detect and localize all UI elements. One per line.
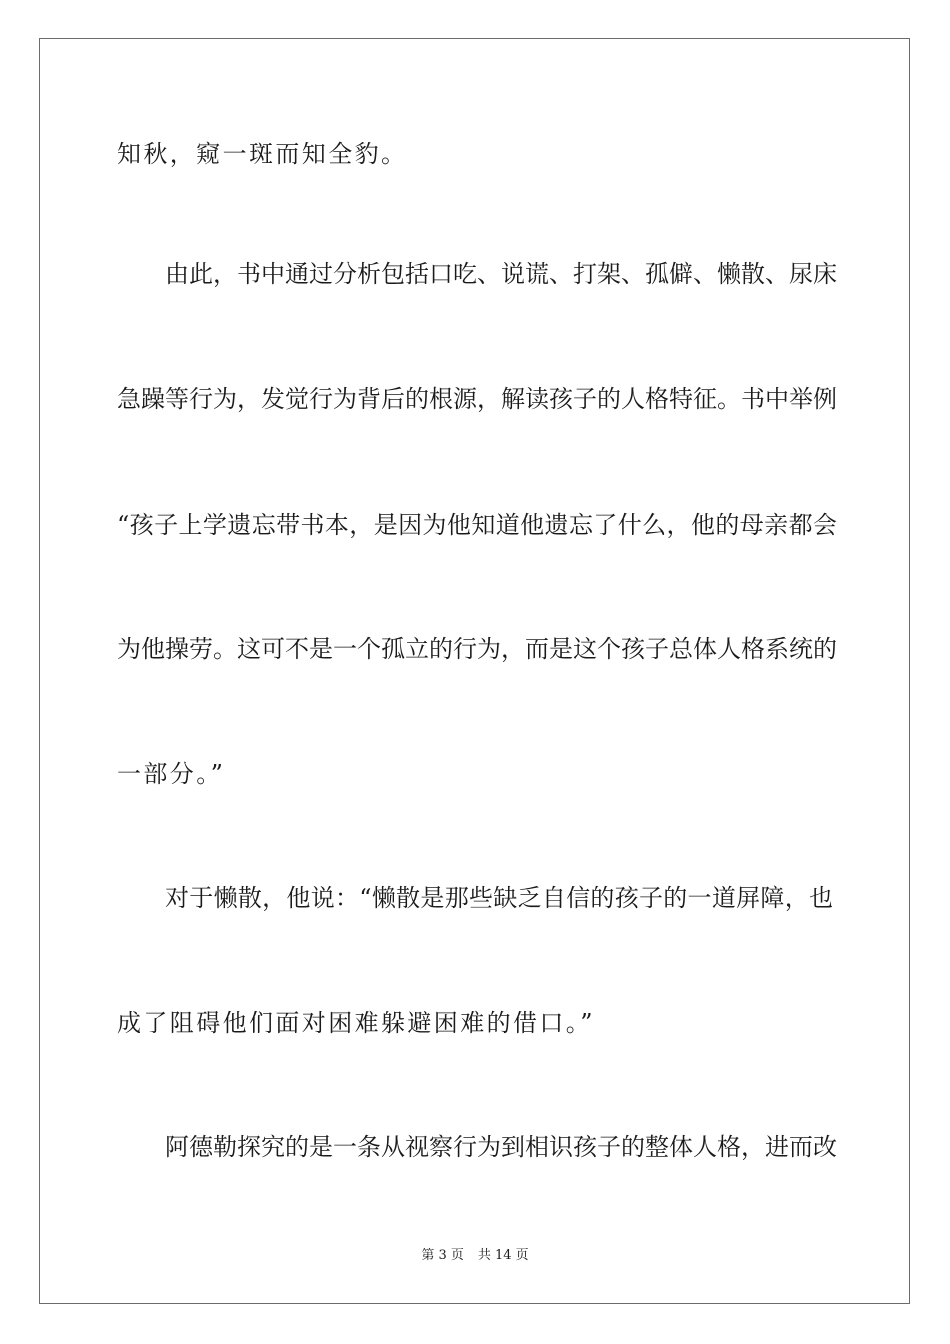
total-pages: 共 14 页 (477, 1248, 529, 1263)
paragraph-start-line: 由此，书中通过分析包括口吃、说谎、打架、孤僻、懒散、尿床 (165, 260, 837, 288)
paragraph-start-line: 对于懒散，他说：“懒散是那些缺乏自信的孩子的一道屏障，也 (165, 884, 833, 912)
text-line: “孩子上学遗忘带书本，是因为他知道他遗忘了什么，他的母亲都会 (117, 511, 837, 539)
page-number: 第 3 页 (421, 1248, 464, 1263)
paragraph-start-line: 阿德勒探究的是一条从视察行为到相识孩子的整体人格，进而改 (165, 1133, 837, 1161)
text-line: 一部分。” (117, 760, 226, 788)
text-line: 急躁等行为，发觉行为背后的根源，解读孩子的人格特征。书中举例 (117, 385, 837, 413)
text-line: 成了阻碍他们面对困难躲避困难的借口。” (117, 1009, 595, 1037)
page-footer (0, 1244, 950, 1263)
page-border (39, 38, 910, 1304)
text-line: 为他操劳。这可不是一个孤立的行为，而是这个孩子总体人格系统的 (117, 635, 837, 663)
text-line: 知秋，窥一斑而知全豹。 (117, 140, 408, 168)
